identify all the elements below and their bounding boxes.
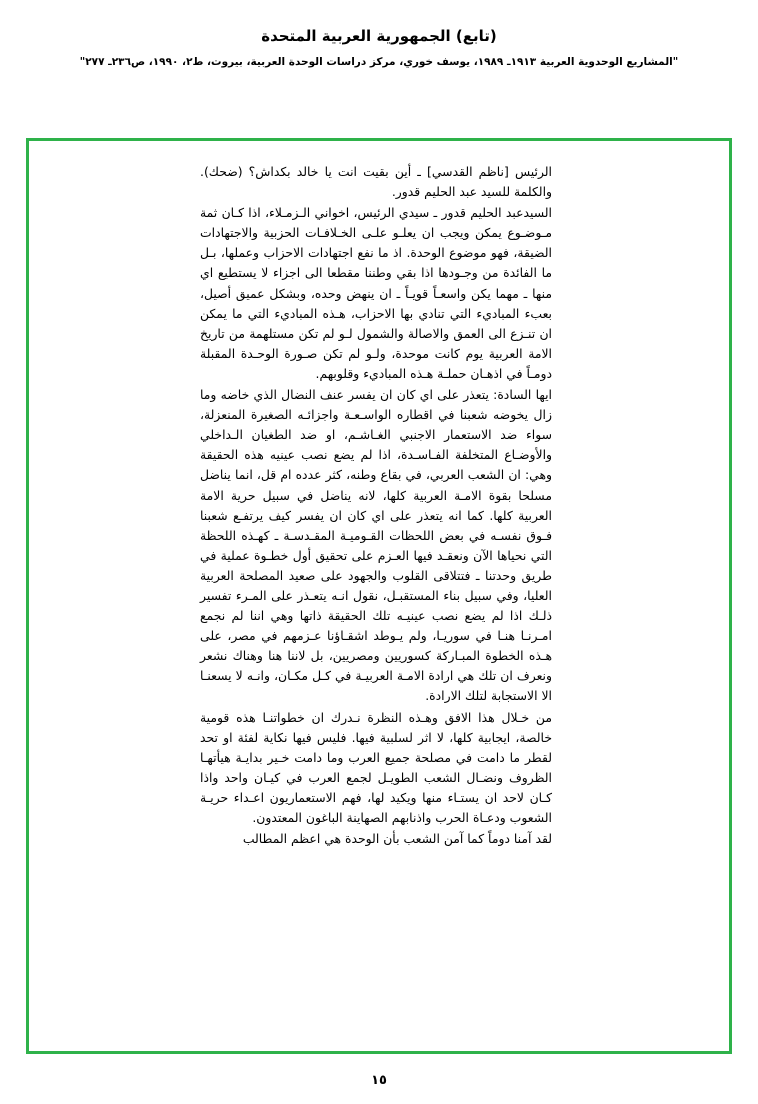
paragraph: السيدعبد الحليم قدور ـ سيدي الرئيس، اخواني الـزمـلاء، اذا كـان ثمة مـوضـوع يمكن ويجب ان يعلـو علـى الخـلافـات الحزبية والاجتهادات الضيقة، فهو موضوع الوحدة. اذ ما نفع اجتهادات الاحزاب وعملها، بـل ما الفائدة من وجـودها اذا بقي وطننا مقطعا الى اجزاء لا يستطيع اي منها ـ مهما يكن واسعـاً قويـاً ـ ان ينهض وحده، وبشكل عميق أصيل، بعبء المباديء التي تنادي بها الاحزاب، هـذه المباديء التي ما يمكن ان تنـزع الى العمق والاصالة والشمول لـو لم تكن مستلهمة من تاريخ الامة العربية يوم كانت موحدة، ولـو لم تكن صـورة الوحـدة المقبلة دومـاً في اذهـان حملـة هـذه المباديء وقلوبهم. <box>200 205 552 381</box>
page-title: (تابع) الجمهورية العربية المتحدة <box>261 27 497 45</box>
source-citation: "المشاريع الوحدوية العربية ١٩١٣ـ ١٩٨٩، يوسف خوري، مركز دراسات الوحدة العربية، بيروت، ط٢، ١٩٩٠، ص٢٣٦ـ ٢٧٧" <box>79 56 679 68</box>
document-body <box>200 162 552 850</box>
document-page <box>0 26 758 1104</box>
document-header <box>0 26 758 70</box>
paragraph: من خـلال هذا الافق وهـذه النظرة نـدرك ان خطواتنـا هذه قومية خالصة، ايجابية كلها، لا اثر لسلبية فيها. فليس فيها نكاية لفئة او تحد لقطر ما دامت في مصلحة جميع العرب وما دامت خـير بدايـة هيأتهـا الظروف ونضـال الشعب الطويـل لجمع العرب في كيـان واحد واذا كـان لاحد ان يستـاء منها ويكيد لها، فهم الاستعماريون اعـداء حريـة الشعوب ودعـاة الحرب واذنابهم الصهاينة الباغون المعتدون. <box>200 709 552 825</box>
paragraph: لقد آمنا دوماً كما آمن الشعب بأن الوحدة هي اعظم المطالب <box>242 831 552 847</box>
paragraph: الرئيس [ناظم القدسي] ـ أين بقيت انت يا خالد بكداش؟ (ضحك). والكلمة للسيد عبد الحليم قدور. <box>200 164 552 200</box>
paragraph: ايها السادة: يتعذر على اي كان ان يفسر عنف النضال الذي خاضه وما زال يخوضه شعبنا في اقطاره الواسـعـة واجزائـه الصغيرة المنعزلة، سواء ضد الاستعمار الاجنبي الغـاشـم، او ضد الطغيان الـداخلي والأوضـاع المتخلفة الفـاسـدة، اذا لم يضع نصب عينيه هذه الحقيقة وهي: ان الشعب العربي، في بقاع وطنه، كثر عدده ام قل، انما يناضل مسلحا بقوة الامـة العربية كلها، لانه يناضل في سبيل حرية الامة العربية كلها. كما انه يتعذر على اي كان ان يفسر كيف يرتفـع شعبنا فـوق نفسـه في بعض اللحظات القـوميـة المقـدسـة ـ كهـذه اللحظة التي نحياها الآن ونعقـد فيها العـزم على تحقيق أول خطـوة عملية في طريق وحدتنا ـ فتتلاقى القلوب والجهود على صعيد المصلحة العربية العليا، وفي سبيل بناء المستقبـل، نقول انـه يتعـذر على المـرء تفسير ذلـك اذا لم يضع نصب عينيـه تلك الحقيقة ذاتها وهي اننا لم نجمع امـرنـا هنـا في سوريـا، ولم يـوطد اشقـاؤنا عـزمهم في مصر، على هـذه الخطوة المبـاركة كسوريين ومصريين، بل لاننا هنا وهناك نشعر ونعرف ان تلك هي ارادة الامـة العربيـة في كـل مكـان، وانـه لا يسعنـا الا الاستجابة لتلك الارادة. <box>200 387 552 704</box>
page-number: ١٥ <box>371 1073 387 1088</box>
